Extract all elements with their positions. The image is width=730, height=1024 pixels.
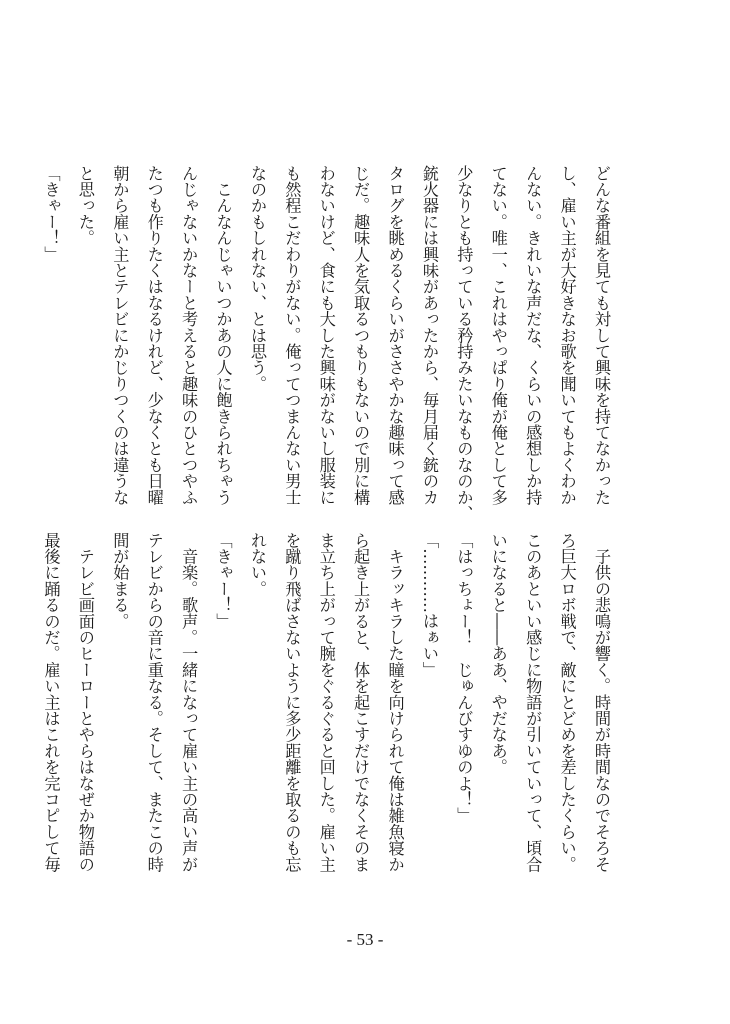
text-column: 「…………はぁい」 [419,532,439,678]
text-column: たつも作りたくはなるけれど、少なくとも日曜 [144,165,164,506]
text-column: を蹴り飛ばさないように多少距離を取るのも忘 [282,532,302,873]
text-column: テレビ画面のヒーローとやらはなぜか物語の [75,532,95,873]
text-column: 「きゃー！」 [41,165,61,263]
text-column: 「きゃー！」 [213,532,233,630]
text-column: このあといい感じに物語が引いていって、頃合 [523,532,543,873]
text-column: し、雇い主が大好きなお歌を聞いてもよくわか [557,165,577,506]
page-number: - 53 - [346,930,384,949]
text-column: 朝から雇い主とテレビにかじりつくのは違うな [110,165,130,506]
text-column: 間が始まる。 [110,532,130,630]
text-column: 少なりとも持っている矜持みたいなものなのか、 [454,165,474,522]
text-column: てない。唯一、これはやっぱり俺が俺として多 [488,165,508,506]
text-column: テレビからの音に重なる。そして、またこの時 [144,532,164,873]
text-column: いになると――ああ、やだなあ。 [488,532,508,775]
text-column: キラッキラした瞳を向けられて俺は雑魚寝か [385,532,405,873]
text-column: じだ。趣味人を気取るつもりもないので別に構 [351,165,371,506]
text-column: と思った。 [75,165,95,246]
text-column: どんな番組を見ても対して興味を持てなかった [592,165,611,506]
text-column: 最後に踊るのだ。雇い主はこれを完コピして毎 [41,532,61,873]
text-column: なのかもしれない、とは思う。 [247,165,267,392]
text-column: ろ巨大ロボ戦で、敵にとどめを差したくらい。 [557,532,577,873]
lower-text-block [33,532,618,877]
text-column: んない。きれいな声だな、くらいの感想しか持 [523,165,543,506]
text-column: 子供の悲鳴が響く。時間が時間なのでそろそ [592,532,611,873]
upper-text-block [33,165,618,522]
text-column: れない。 [247,532,267,597]
text-column: 音楽。歌声。一緒になって雇い主の高い声が [179,532,199,873]
text-column: タログを眺めるくらいがささやかな趣味って感 [385,165,405,506]
text-column: ら起き上がると、体を起こすだけでなくそのま [351,532,371,873]
text-column: こんなんじゃいつかあの人に飽きられちゃう [213,165,233,506]
text-column: ま立ち上がって腕をぐるぐると回した。雇い主 [316,532,336,873]
text-column: 銃火器には興味があったから、毎月届く銃のカ [419,165,439,506]
text-column: わないけど、食にも大した興味がないし服装に [316,165,336,506]
text-column: 「はっちょー！ じゅんびすゆのよ！」 [454,532,474,824]
text-column: んじゃないかなーと考えると趣味のひとつやふ [179,165,199,506]
text-column: も然程こだわりがない。俺ってつまんない男士 [282,165,302,506]
